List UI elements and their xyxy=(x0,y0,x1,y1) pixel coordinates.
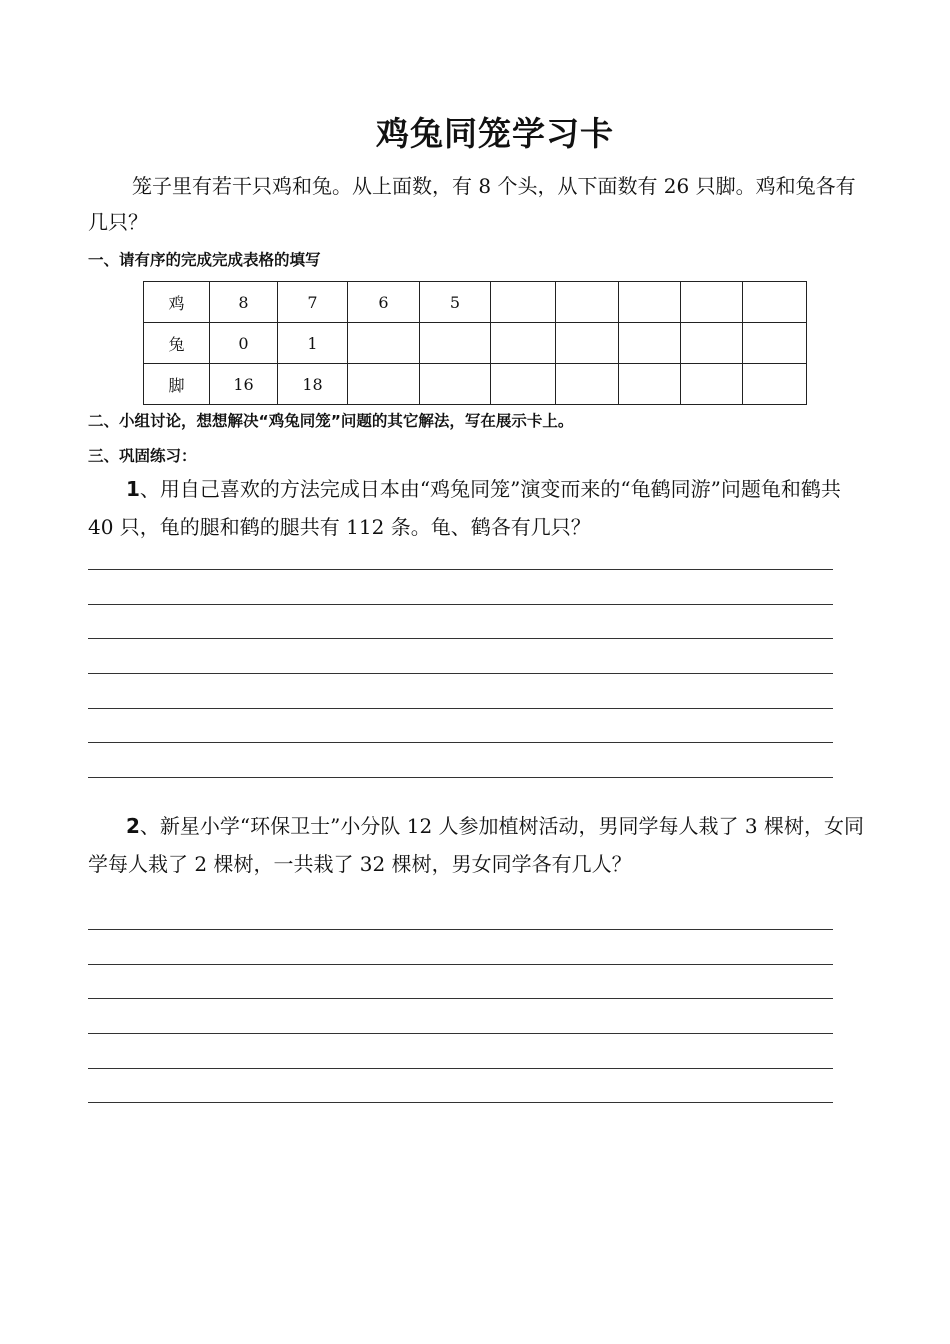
table-cell[interactable] xyxy=(348,364,420,405)
table-cell[interactable] xyxy=(491,323,556,364)
table-cell[interactable] xyxy=(619,323,681,364)
table-cell: 0 xyxy=(210,323,278,364)
answer-line[interactable] xyxy=(88,964,833,965)
table-cell[interactable] xyxy=(743,282,807,323)
section-2-heading: 二、小组讨论，想想解决“鸡兔同笼”问题的其它解法，写在展示卡上。 xyxy=(88,412,574,430)
table-cell[interactable] xyxy=(619,364,681,405)
table-cell: 16 xyxy=(210,364,278,405)
table-row xyxy=(144,282,807,323)
table-cell[interactable] xyxy=(743,364,807,405)
problem-statement: 笼子里有若干只鸡和兔。从上面数，有 8 个头，从下面数有 26 只脚。鸡和兔各有几只？ xyxy=(88,174,856,234)
table-cell[interactable] xyxy=(420,364,491,405)
row-header-cell: 鸡 xyxy=(144,282,210,323)
table-cell[interactable] xyxy=(491,282,556,323)
table-cell: 8 xyxy=(210,282,278,323)
answer-line[interactable] xyxy=(88,1068,833,1069)
table-cell: 5 xyxy=(420,282,491,323)
answer-line[interactable] xyxy=(88,777,833,778)
table-cell: 6 xyxy=(348,282,420,323)
table-cell[interactable] xyxy=(491,364,556,405)
exercise-number: 1 xyxy=(126,477,140,501)
exercise-text: 、新星小学“环保卫士”小分队 12 人参加植树活动，男同学每人栽了 3 棵树，女同学每人栽了 2 棵树，一共栽了 32 棵树，男女同学各有几人？ xyxy=(88,814,864,876)
exercise-1 xyxy=(88,470,868,546)
page-title: 鸡兔同笼学习卡 xyxy=(376,114,614,153)
table-cell[interactable] xyxy=(556,282,619,323)
table-cell[interactable] xyxy=(420,323,491,364)
table-cell[interactable] xyxy=(619,282,681,323)
answer-line[interactable] xyxy=(88,708,833,709)
exercise-number: 2 xyxy=(126,814,140,838)
table-cell[interactable] xyxy=(348,323,420,364)
answer-line[interactable] xyxy=(88,569,833,570)
table-cell: 1 xyxy=(278,323,348,364)
row-header-cell: 脚 xyxy=(144,364,210,405)
answer-line[interactable] xyxy=(88,1033,833,1034)
table-row xyxy=(144,364,807,405)
table-cell[interactable] xyxy=(743,323,807,364)
table-cell[interactable] xyxy=(681,364,743,405)
answer-line[interactable] xyxy=(88,638,833,639)
answer-line[interactable] xyxy=(88,998,833,999)
table-cell: 7 xyxy=(278,282,348,323)
answer-line[interactable] xyxy=(88,673,833,674)
answer-line[interactable] xyxy=(88,929,833,930)
answer-line[interactable] xyxy=(88,742,833,743)
fill-table xyxy=(143,281,807,405)
exercise-text: 、用自己喜欢的方法完成日本由“鸡兔同笼”演变而来的“龟鹤同游”问题龟和鹤共 40 只，龟的腿和鹤的腿共有 112 条。龟、鹤各有几只？ xyxy=(88,477,841,539)
table-cell[interactable] xyxy=(681,323,743,364)
section-1-heading: 一、请有序的完成完成表格的填写 xyxy=(88,251,321,269)
row-header-cell: 兔 xyxy=(144,323,210,364)
table-cell[interactable] xyxy=(556,323,619,364)
table-cell[interactable] xyxy=(556,364,619,405)
exercise-2 xyxy=(88,807,868,883)
section-3-heading: 三、巩固练习： xyxy=(88,447,197,465)
table-cell[interactable] xyxy=(681,282,743,323)
answer-line[interactable] xyxy=(88,604,833,605)
table-cell: 18 xyxy=(278,364,348,405)
answer-line[interactable] xyxy=(88,1102,833,1103)
table-row xyxy=(144,323,807,364)
